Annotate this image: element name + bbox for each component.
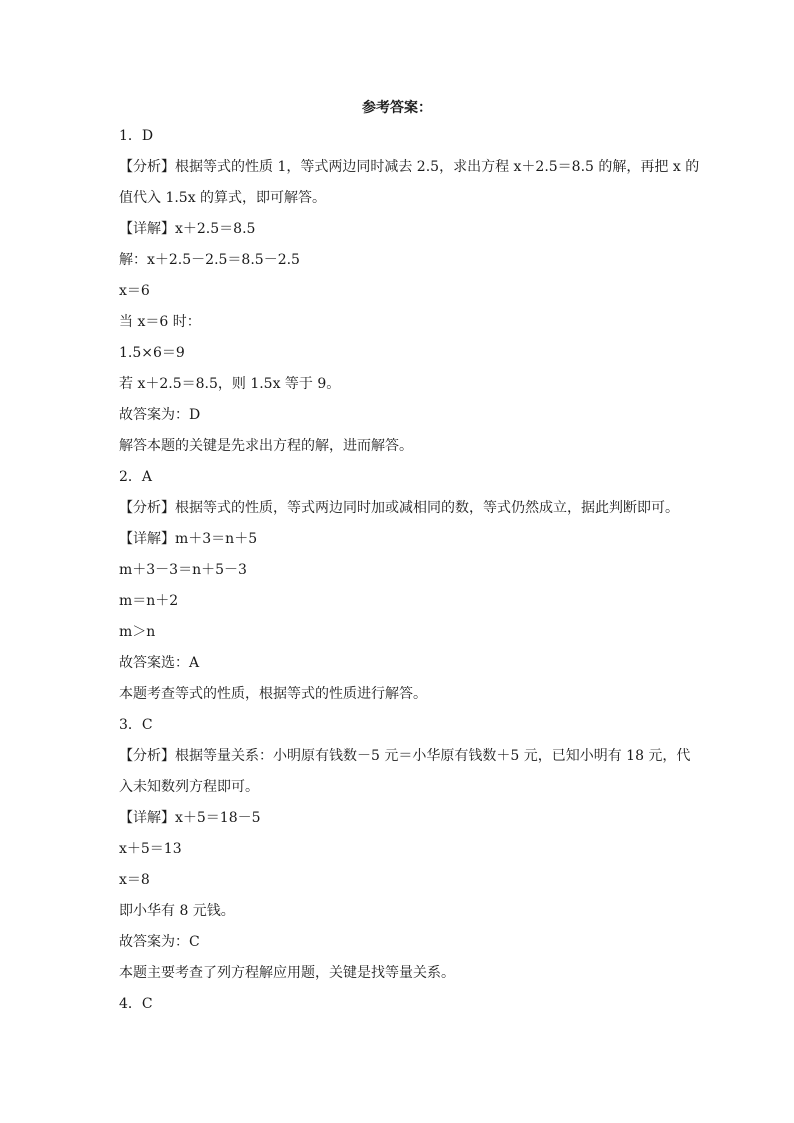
answer-line: 故答案为：D (119, 407, 201, 423)
analysis-line: 值代入 1.5x 的算式，即可解答。 (119, 190, 327, 206)
detail-line: 1.5×6＝9 (119, 345, 185, 361)
analysis-line: 入未知数列方程即可。 (119, 779, 259, 795)
question-number: 3．C (119, 717, 153, 733)
summary-line: 本题主要考查了列方程解应用题，关键是找等量关系。 (119, 965, 455, 981)
answer-line: 故答案选：A (119, 655, 200, 671)
detail-line: 即小华有 8 元钱。 (119, 903, 235, 919)
detail-line: 解：x＋2.5－2.5＝8.5－2.5 (119, 252, 300, 268)
question-number: 2．A (119, 469, 153, 485)
answer-line: 故答案为：C (119, 934, 200, 950)
analysis-line: 【分析】根据等式的性质 1，等式两边同时减去 2.5，求出方程 x＋2.5＝8.5 的解，再把 x 的 (119, 159, 700, 175)
detail-line: x＋5＝13 (119, 841, 182, 857)
detail-line: 【详解】x＋2.5＝8.5 (119, 221, 256, 237)
detail-line: m＝n＋2 (119, 593, 179, 609)
summary-line: 本题考查等式的性质，根据等式的性质进行解答。 (119, 686, 427, 702)
detail-line: 若 x＋2.5＝8.5，则 1.5x 等于 9。 (119, 376, 341, 392)
detail-line: 【详解】x＋5＝18－5 (119, 810, 261, 826)
page-title: 参考答案： (362, 100, 432, 116)
detail-line: x＝8 (119, 872, 150, 888)
question-number: 1．D (119, 128, 154, 144)
detail-line: m＋3－3＝n＋5－3 (119, 562, 247, 578)
analysis-line: 【分析】根据等量关系：小明原有钱数－5 元＝小华原有钱数＋5 元，已知小明有 18 元，代 (119, 748, 691, 764)
analysis-line: 【分析】根据等式的性质，等式两边同时加或减相同的数，等式仍然成立，据此判断即可。 (119, 500, 679, 516)
question-number: 4．C (119, 996, 153, 1012)
detail-line: 当 x＝6 时： (119, 314, 201, 330)
detail-line: 【详解】m＋3＝n＋5 (119, 531, 258, 547)
summary-line: 解答本题的关键是先求出方程的解，进而解答。 (119, 438, 413, 454)
answer-content (119, 121, 700, 1020)
detail-line: x＝6 (119, 283, 150, 299)
detail-line: m＞n (119, 624, 156, 640)
